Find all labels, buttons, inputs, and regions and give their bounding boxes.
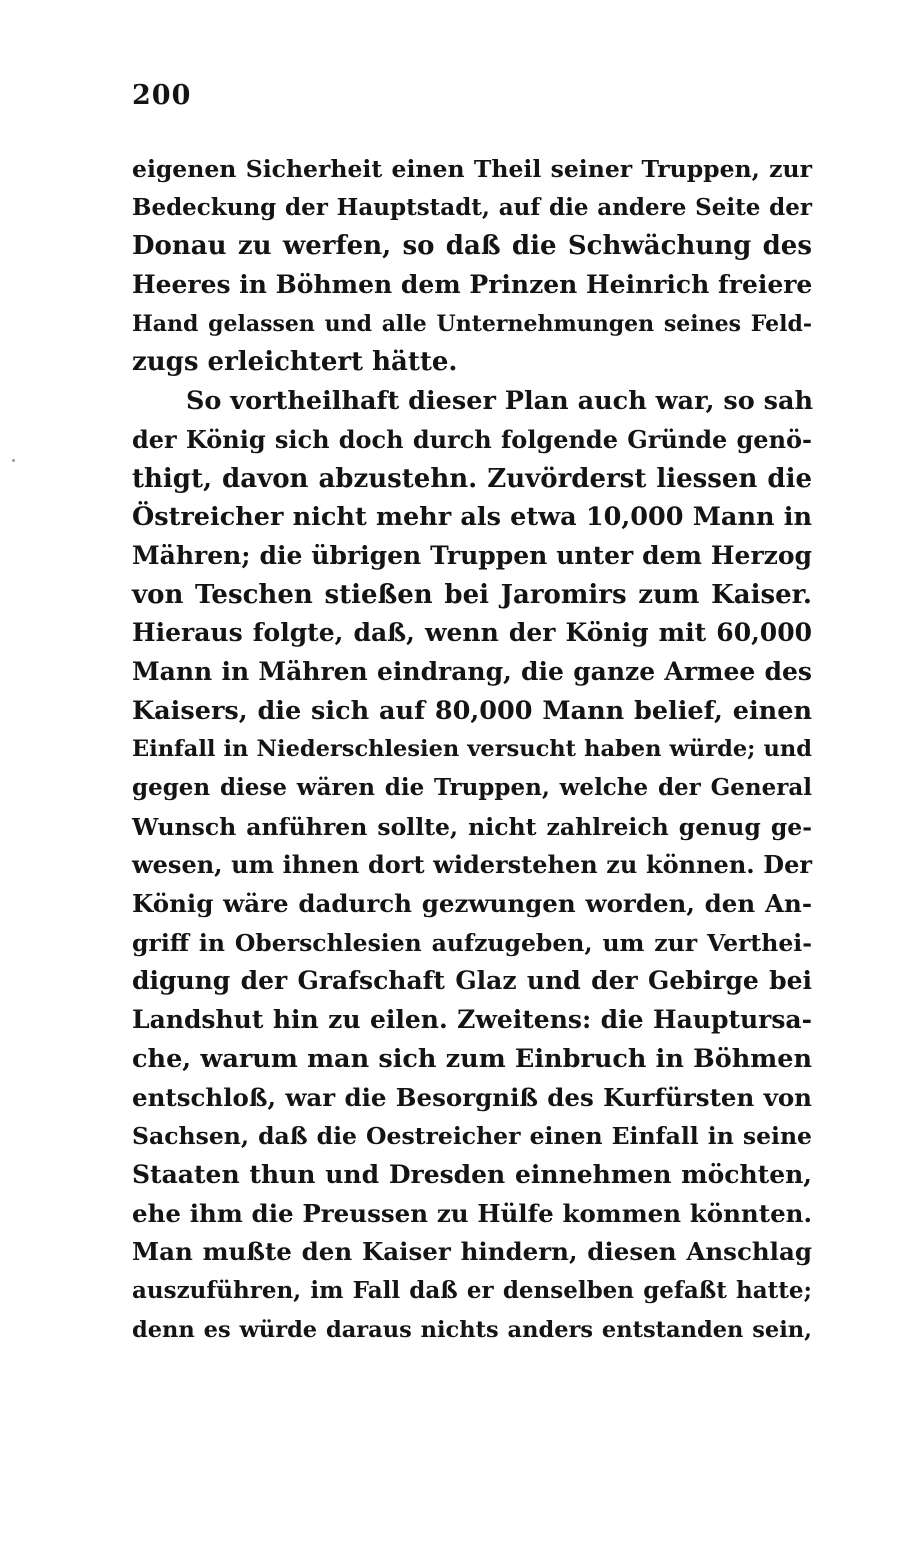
text-line: ehe ihm die Preussen zu Hülfe kommen könnten. [132,1198,812,1228]
text-line: Landshut hin zu eilen. Zweitens: die Hauptursa- [132,1005,812,1035]
text-line: von Teschen stießen bei Jaromirs zum Kaiser. [132,579,812,610]
text-line: entschloß, war die Besorgniß des Kurfürsten von [132,1082,812,1112]
text-line: König wäre dadurch gezwungen worden, den An- [132,889,812,919]
text-line: Einfall in Niederschlesien versucht haben würde; und [132,736,812,763]
text-line: der König sich doch durch folgende Gründe genö- [132,424,812,454]
text-line: Sachsen, daß die Oestreicher einen Einfall in seine [132,1122,812,1151]
text-line: Heeres in Böhmen dem Prinzen Heinrich freiere [132,270,813,300]
text-line: Mähren; die übrigen Truppen unter dem Herzog [132,540,812,570]
page-number: 200 [132,80,192,111]
text-line: Wunsch anführen sollte, nicht zahlreich genug ge- [132,812,812,841]
text-line: Kaisers, die sich auf 80,000 Mann belief, einen [132,695,812,726]
text-line: zugs erleichtert hätte. [132,347,458,378]
margin-speck [12,459,15,462]
text-line: Staaten thun und Dresden einnehmen möchten, [132,1159,812,1189]
text-line: eigenen Sicherheit einen Theil seiner Truppen, zur [132,155,812,183]
text-line: denn es würde daraus nichts anders entstanden sein, [132,1316,812,1343]
text-line: wesen, um ihnen dort widerstehen zu können. Der [132,850,812,880]
text-line: Bedeckung der Hauptstadt, auf die andere Seite der [132,193,812,221]
text-line: che, warum man sich zum Einbruch in Böhmen [132,1043,812,1074]
text-line: Donau zu werfen, so daß die Schwächung des [132,231,812,262]
text-line: auszuführen, im Fall daß er denselben gefaßt hatte; [132,1276,812,1304]
text-line: gegen diese wären die Truppen, welche der General [132,774,812,801]
text-line: Mann in Mähren eindrang, die ganze Armee des [132,656,812,686]
text-line: Man mußte den Kaiser hindern, diesen Anschlag [132,1237,812,1267]
text-line: thigt, davon abzustehn. Zuvörderst liessen die [132,463,812,494]
body-text [132,150,812,1349]
text-line: Hieraus folgte, daß, wenn der König mit 60,000 [132,618,812,648]
paragraph-first-line: So vortheilhaft dieser Plan auch war, so sah [186,386,814,417]
text-line: griff in Oberschlesien aufzugeben, um zur Verthei- [132,928,812,957]
text-line: Östreicher nicht mehr als etwa 10,000 Mann in [132,502,812,533]
text-line: Hand gelassen und alle Unternehmungen seines Feld- [132,310,812,337]
text-line: digung der Grafschaft Glaz und der Gebirge bei [132,966,812,996]
